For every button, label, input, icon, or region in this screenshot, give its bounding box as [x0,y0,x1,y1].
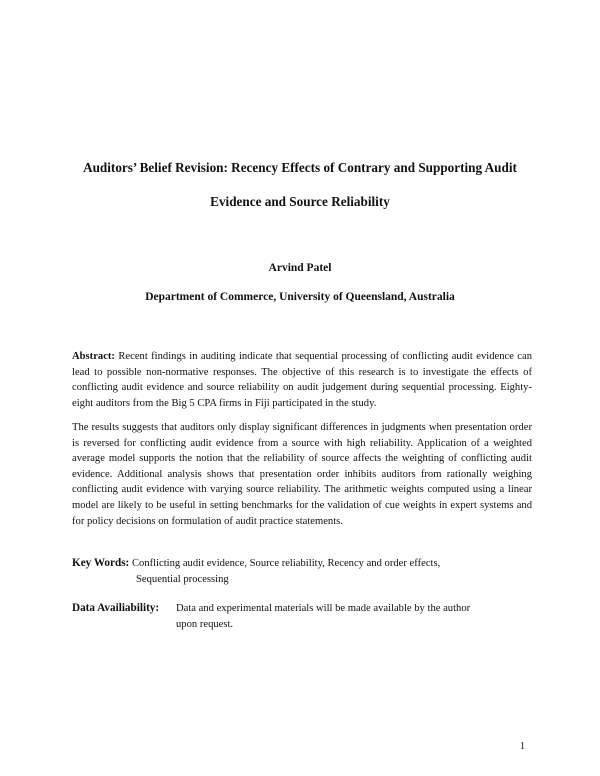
abstract-label: Abstract: [72,351,115,362]
abstract-text: Recent findings in auditing indicate that sequential processing of conflicting audit evidence can lead to possible non-normative responses. The objective of this research is to investigate the effects of conflicting audit evidence and source reliability on audit judgement during sequential processing. Eighty-eight auditors from the Big 5 CPA firms in Fiji participated in the study. [72,351,532,409]
keywords-text-1: Conflicting audit evidence, Source reliability, Recency and order effects, [131,558,441,569]
paper-title-line-2: Evidence and Source Reliability [210,194,390,209]
author-name: Arvind Patel [268,262,332,274]
data-availability-line-2: upon request. [176,618,234,630]
data-availability-line-1: Data and experimental materials will be made available by the author [176,603,471,614]
results-paragraph: The results suggests that auditors only display significant differences in judgments when presentation order is reversed for conflicting audit evidence from a source with high reliability. Application of a weighted average model supports the notion that the reliability of source affects the weighting of conflicting audit evidence. Additional analysis shows that presentation order inhibits auditors from rationally weighing conflicting audit evidence with varying source reliability. The arithmetic weights computed using a linear model are likely to be useful in setting benchmarks for the validation of cue weights in expert systems and for policy decisions on formulation of audit practice statements. [72,422,532,527]
author-affiliation: Department of Commerce, University of Queensland, Australia [145,291,455,303]
keywords-label: Key Words: [72,557,130,569]
keywords-line-1 [72,556,542,572]
data-availability-label: Data Availiability: [72,602,160,614]
data-availability-text [176,601,516,632]
page-number: 1 [520,741,525,752]
keywords-section [72,556,542,587]
paper-title-line-1: Auditors’ Belief Revision: Recency Effects of Contrary and Supporting Audit [83,160,517,175]
abstract-paragraph [72,349,532,411]
keywords-text-2: Sequential processing [136,573,229,585]
